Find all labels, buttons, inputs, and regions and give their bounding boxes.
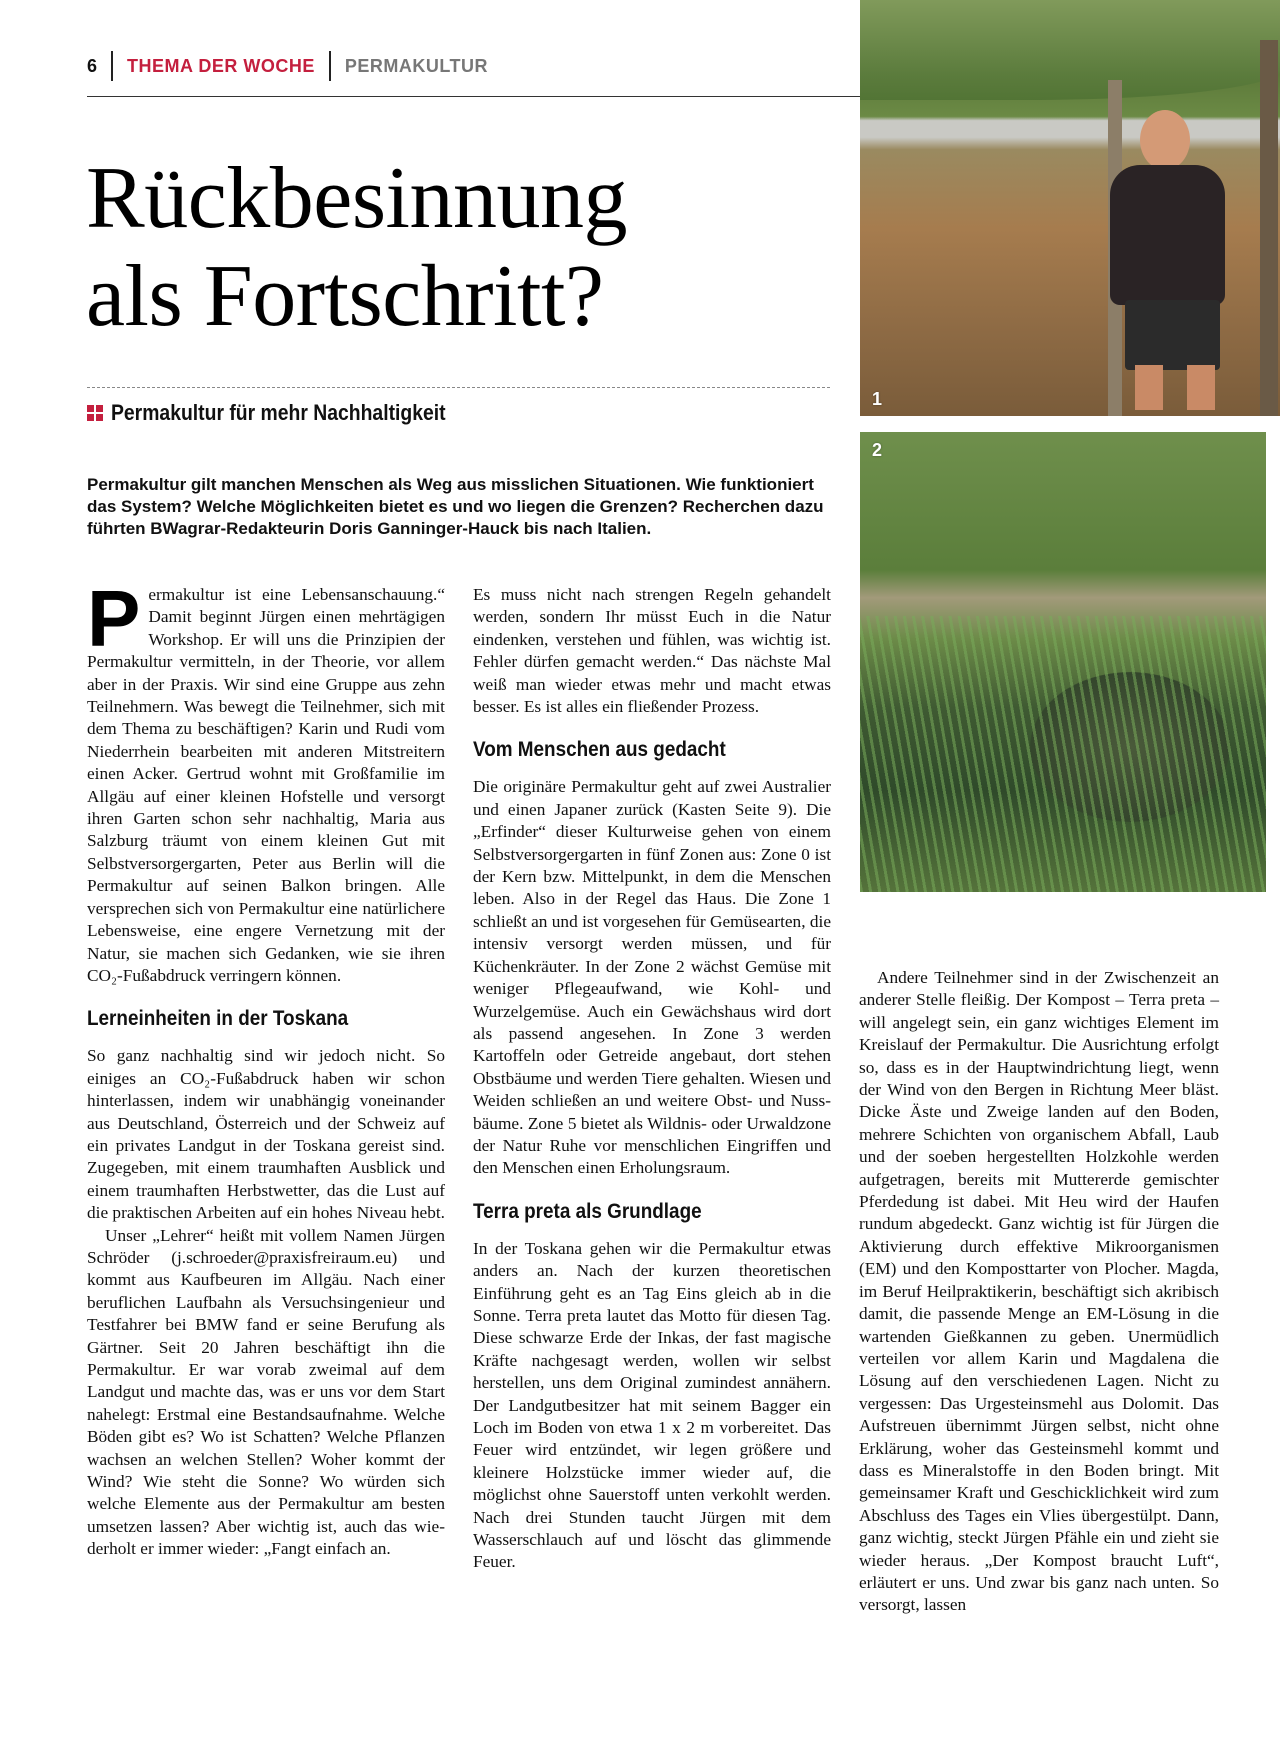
paragraph: Andere Teilnehmer sind in der Zwischenzeit an anderer Stelle fleißig. Der Kompost – Terra preta – will angelegt sein, ein ganz wichtiges Element im Kreislauf der Permakultur. Die Ausrichtung erfolgt so, dass es in der Hauptwindrichtung liegt, wenn der Wind von den Bergen in Richtung Meer bläst. Dicke Äste und Zweige landen auf den Boden, mehrere Schichten von organischem Abfall, Laub und der soeben hergestellten Holzkohle werden aufgetragen, bereits mit Muttererde gemischter Pferdedung ist dabei. Mit Heu wird der Haufen rundum abgedeckt. Ganz wichtig ist für Jürgen die Aktivierung durch effektive Mikroorganismen (EM) und den Komposttarter von Plocher. Magda, im Beruf Heilpraktikerin, beschäftigt sich akribisch damit, die passende Menge an EM-Lösung in die wartenden Gießkannen zu geben. Unermüdlich verteilen vor allem Karin und Magdalena die Lösung auf den verschiedenen Lagen. Nicht zu vergessen: Das Urgesteinsmehl aus Dolomit. Das Aufstreuen übernimmt Jürgen selbst, nicht ohne Erklärung, woher das Gesteinsmehl kommt und dass es Mineralstoffe in den Boden bringt. Mit gemeinsamer Kraft und Geschicklichkeit wird zum Abschluss des Tages ein Vlies übergestülpt. Dann, ganz wichtig, steckt Jürgen Pfähle ein und zieht sie wieder heraus. „Der Kompost braucht Luft“, erläutert er uns. Und zwar bis ganz nach unten. So versorgt, lassen (859, 968, 1219, 1615)
topic-label: PERMAKULTUR (344, 55, 488, 76)
photo-number: 1 (872, 389, 883, 409)
header-rule (87, 96, 860, 97)
section-heading: Lerneinheiten in der Toskana (87, 1007, 349, 1031)
section-heading: Terra preta als Grundlage (473, 1199, 702, 1223)
photo-background-trees (860, 0, 1280, 100)
page-number: 6 (87, 55, 98, 76)
wooden-pole (1260, 40, 1278, 416)
headline-line-1: Rückbesinnung (86, 150, 628, 247)
lead-paragraph: Permakultur gilt manchen Menschen als Weg aus misslichen Situationen. Wie funktioniert das System? Welche Möglichkeiten bietet es und wo liegen die Grenzen? Recherchen dazu führten BWagrar-Redakteurin Doris Ganninger-Hauck bis nach Italien. (87, 475, 824, 538)
reeds (860, 616, 1266, 892)
paragraph: Es muss nicht nach strengen Regeln gehandelt werden, sondern Ihr müsst Euch in die Natur eindenken, verstehen und fühlen, was wichtig ist. Fehler dürfen gemacht werden.“ Das nächste Mal weiß man wieder etwas mehr und macht etwas besser. Es ist alles ein fließender Prozess. (473, 585, 831, 717)
paragraph: Die originäre Permakultur geht auf zwei Australier und einen Japaner zurück (Kasten Seite 9). Die „Erfinder“ dieser Kulturweise gehen von einem Selbstversorgergarten in fünf Zonen aus: Zone 0 ist der Kern bzw. Mittelpunkt, in dem die Menschen leben. Also in der Regel das Haus. Die Zone 1 schließt an und ist vorgesehen für Gemüsearten, die intensiv versorgt werden müssen, und für Küchenkräuter. In der Zone 2 wächst Gemüse mit weniger Pflegeaufwand, wie Kohl- und Wurzelgemüse. Auch ein Gewächshaus wird dort als passend angesehen. In Zone 3 werden Kartoffeln oder Getreide angebaut, dort stehen Obstbäume und werden Tiere gehalten. Wiesen und Weiden schließen an und weitere Obst- und Nussbäume. Zone 5 bietet als Wildnis- oder Urwaldzone der Natur Ruhe vor menschlichen Eingriffen und den Menschen einen Erholungsraum. (473, 777, 831, 1178)
photo-number: 2 (872, 440, 883, 460)
paragraph-text: ermakultur ist eine Lebensanschauung.“ Damit beginnt Jürgen einen mehrtägigen Workshop. Er will uns die Prinzipien der Permakultur vermitteln, in der Theorie, vor allem aber in der Praxis. Wir sind eine Gruppe aus zehn Teilnehmern. Was bewegt die Teilnehmer, sich mit dem Thema zu beschäftigen? Karin und Rudi vom Niederrhein bearbeiten mit anderen Mitstreitern einen Acker. Gertrud wohnt mit Großfamilie im Allgäu auf einer kleinen Hofstelle und versorgt ihren Garten schon sehr nachhaltig, Maria aus Salzburg träumt von einem kleinen Gut mit Selbstversorgergarten, Peter aus Berlin will die Permakultur auf seinen Balkon bringen. Alle versprechen sich von Permakultur eine natürlichere Lebensweise, eine engere Vernetzung mit der Natur, sie machen sich Gedanken, wie sie ihren CO₂-Fußabdruck verringern können. (87, 585, 445, 985)
paragraph: In der Toskana gehen wir die Permakultur etwas anders an. Nach der kurzen theoretischen Einführung geht es an Tag Eins gleich ab in die Sonne. Terra preta lautet das Motto für diesen Tag. Diese schwarze Erde der Inkas, der fast magische Kräfte nachgesagt werden, wollen wir selbst herstellen, uns dem Original zumindest annähern. Der Landgutbesitzer hat mit seinem Bagger ein Loch im Boden von etwa 1 x 2 m vorbereitet. Das Feuer wird entzündet, wir legen größere und kleinere Holzstücke immer wieder auf, die möglichst ohne Sauerstoff unten verkohlt werden. Nach drei Stunden taucht Jürgen mit dem Wasserschlauch auf und löscht das glimmende Feuer. (473, 1238, 831, 1572)
photo-workshop-leader (860, 0, 1280, 416)
red-squares-icon (87, 405, 103, 421)
section-label: THEMA DER WOCHE (127, 55, 315, 76)
headline-line-2: als Fortschritt? (86, 248, 604, 345)
paragraph: So ganz nachhaltig sind wir jedoch nicht. So einiges an CO₂-Fußabdruck haben wir schon hinterlassen, indem wir unabhängig voneinander aus Deutschland, Österreich und der Schweiz auf ein privates Landgut in der Toskana gereist sind. Zugegeben, mit einem traumhaften Ausblick und einem traumhaften Herbstwetter, das die Lust auf die praktischen Arbeiten auf ein hohes Niveau hebt. (87, 1046, 445, 1223)
dotted-divider (87, 387, 830, 388)
paragraph (87, 574, 445, 987)
article-column-1 (87, 574, 445, 1561)
header-divider (111, 51, 113, 81)
section-heading: Vom Menschen aus gedacht (473, 738, 726, 762)
article-column-3 (859, 967, 1219, 1617)
photo-pond (860, 432, 1266, 892)
page-header (87, 50, 488, 82)
person-figure (1100, 110, 1250, 410)
subheadline (87, 400, 491, 426)
paragraph: Unser „Lehrer“ heißt mit vollem Namen Jürgen Schröder (j.schroeder@praxisfreiraum.eu) und kommt aus Kaufbeuren im Allgäu. Nach einer beruflichen Laufbahn als Versuchsingenieur und Testfahrer bei BMW fand er seine Berufung als Gärtner. Seit 20 Jahren beschäftigt ihn die Permakultur. Er war vorab zweimal auf dem Landgut und machte das, was er uns vor dem Start nahelegt: Erstmal eine Bestandsaufnahme. Welche Böden gibt es? Wo ist Schatten? Welche Pflanzen wachsen an welchen Stellen? Woher kommt der Wind? Wie steht die Sonne? Wo würden sich welche Elemente aus der Permakultur am besten umsetzen lassen? Aber wichtig ist, auch das wiederholt er immer wieder: „Fangt einfach an. (87, 1225, 445, 1559)
drop-cap: P (87, 574, 141, 663)
header-divider (329, 51, 331, 81)
subheadline-text: Permakultur für mehr Nachhaltigkeit (111, 400, 446, 425)
headline (86, 150, 627, 346)
article-column-2 (473, 584, 831, 1574)
